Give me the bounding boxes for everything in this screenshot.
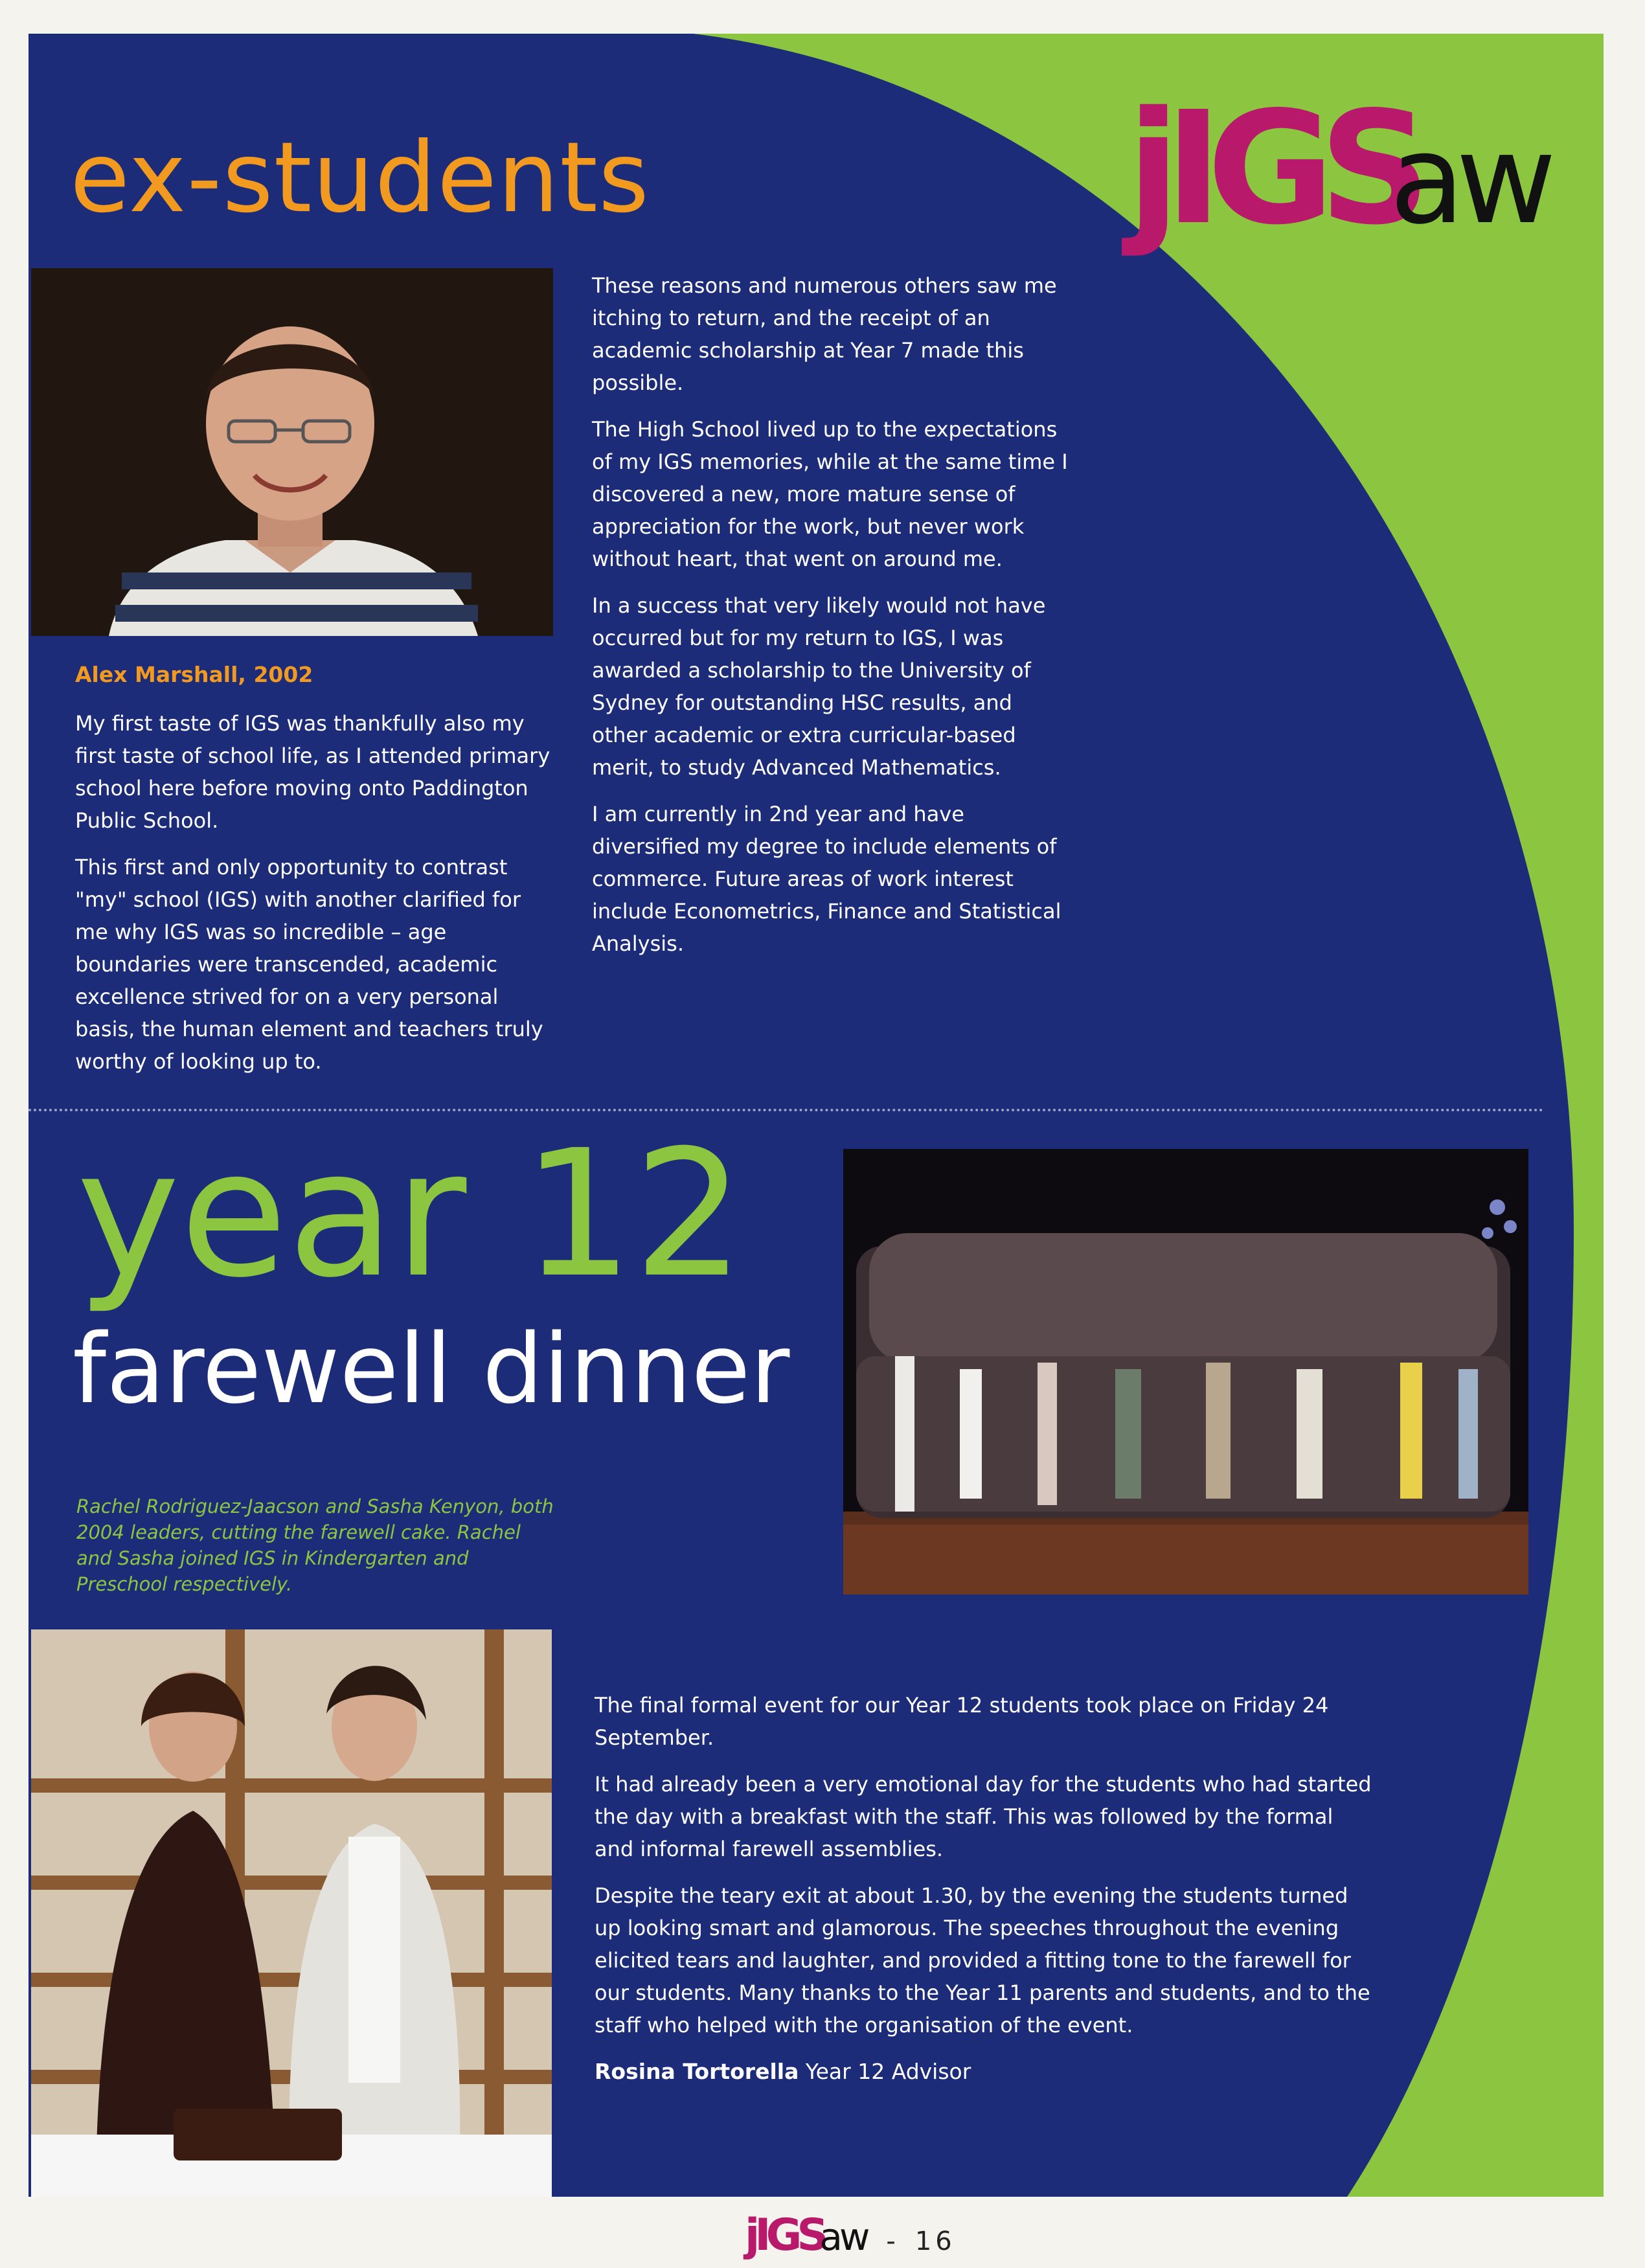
year-12-title: year 12: [76, 1112, 745, 1316]
footer-separator: -: [886, 2227, 896, 2256]
alex-portrait-photo: [31, 268, 553, 636]
section-divider: [28, 1109, 1544, 1111]
farewell-paragraph-2: It had already been a very emotional day for the students who had started the day with a breakfast with the staff. This was followed by the formal and informal farewell assemblies.: [595, 1772, 1372, 1861]
alex-story-right-column: [592, 269, 1071, 974]
page-number: 16: [914, 2227, 956, 2256]
signoff-name: Rosina Tortorella: [595, 2059, 799, 2084]
alex-story-left-column: [75, 707, 554, 1092]
cake-photo-caption: Rachel Rodriguez-Jaacson and Sasha Kenyon, both 2004 leaders, cutting the farewell cake. Rachel and Sasha joined IGS in Kindergarten and Preschool respectively.: [76, 1495, 554, 1595]
alex-paragraph-3: These reasons and numerous others saw me itching to return, and the receipt of an academic scholarship at Year 7 made this possible.: [592, 273, 1057, 395]
alex-paragraph-4: The High School lived up to the expectations of my IGS memories, while at the same time I discovered a new, more mature sense of appreciation for the work, but never work without heart, that went on around me.: [592, 417, 1068, 571]
year-12-group-photo: [843, 1149, 1528, 1594]
section-title: ex-students: [70, 122, 650, 234]
alex-paragraph-1: My first taste of IGS was thankfully also my first taste of school life, as I attended primary school here before moving onto Paddington Public School.: [75, 711, 550, 833]
footer-logo-igs: jIGS: [745, 2210, 824, 2261]
farewell-paragraph-1: The final formal event for our Year 12 students took place on Friday 24 September.: [595, 1693, 1329, 1750]
footer-logo-saw: aw: [819, 2215, 867, 2259]
farewell-story-column: [595, 1689, 1372, 2102]
farewell-paragraph-3: Despite the teary exit at about 1.30, by the evening the students turned up looking smart and glamorous. The speeches throughout the evening elicited tears and laughter, and provided a fitting tone to the farewell for our students. Many thanks to the Year 11 parents and students, and to the staff who helped with the organisation of the event.: [595, 1883, 1370, 2037]
cake-cutting-photo: [31, 1629, 552, 2197]
page-footer: [745, 2210, 956, 2261]
alex-photo-caption: Alex Marshall, 2002: [75, 662, 313, 687]
alex-paragraph-5: In a success that very likely would not have occurred but for my return to IGS, I was awarded a scholarship to the University of Sydney for outstanding HSC results, and other academic or extra curricular-based merit, to study Advanced Mathematics.: [592, 593, 1046, 780]
logo-saw-text: aw: [1389, 108, 1548, 251]
farewell-signoff: [595, 2056, 1372, 2088]
logo-igs-text: jIGS: [1127, 78, 1416, 259]
farewell-dinner-title: farewell dinner: [73, 1313, 790, 1425]
alex-paragraph-6: I am currently in 2nd year and have diversified my degree to include elements of commerce. Future areas of work interest include Econometrics, Finance and Statistical Analysis.: [592, 802, 1061, 956]
alex-paragraph-2: This first and only opportunity to contrast "my" school (IGS) with another clarified for me why IGS was so incredible – age boundaries were transcended, academic excellence strived for on a very personal basis, the human element and teachers truly worthy of looking up to.: [75, 855, 543, 1074]
jigsaw-logo: [1127, 78, 1580, 285]
signoff-role: Year 12 Advisor: [805, 2059, 971, 2084]
